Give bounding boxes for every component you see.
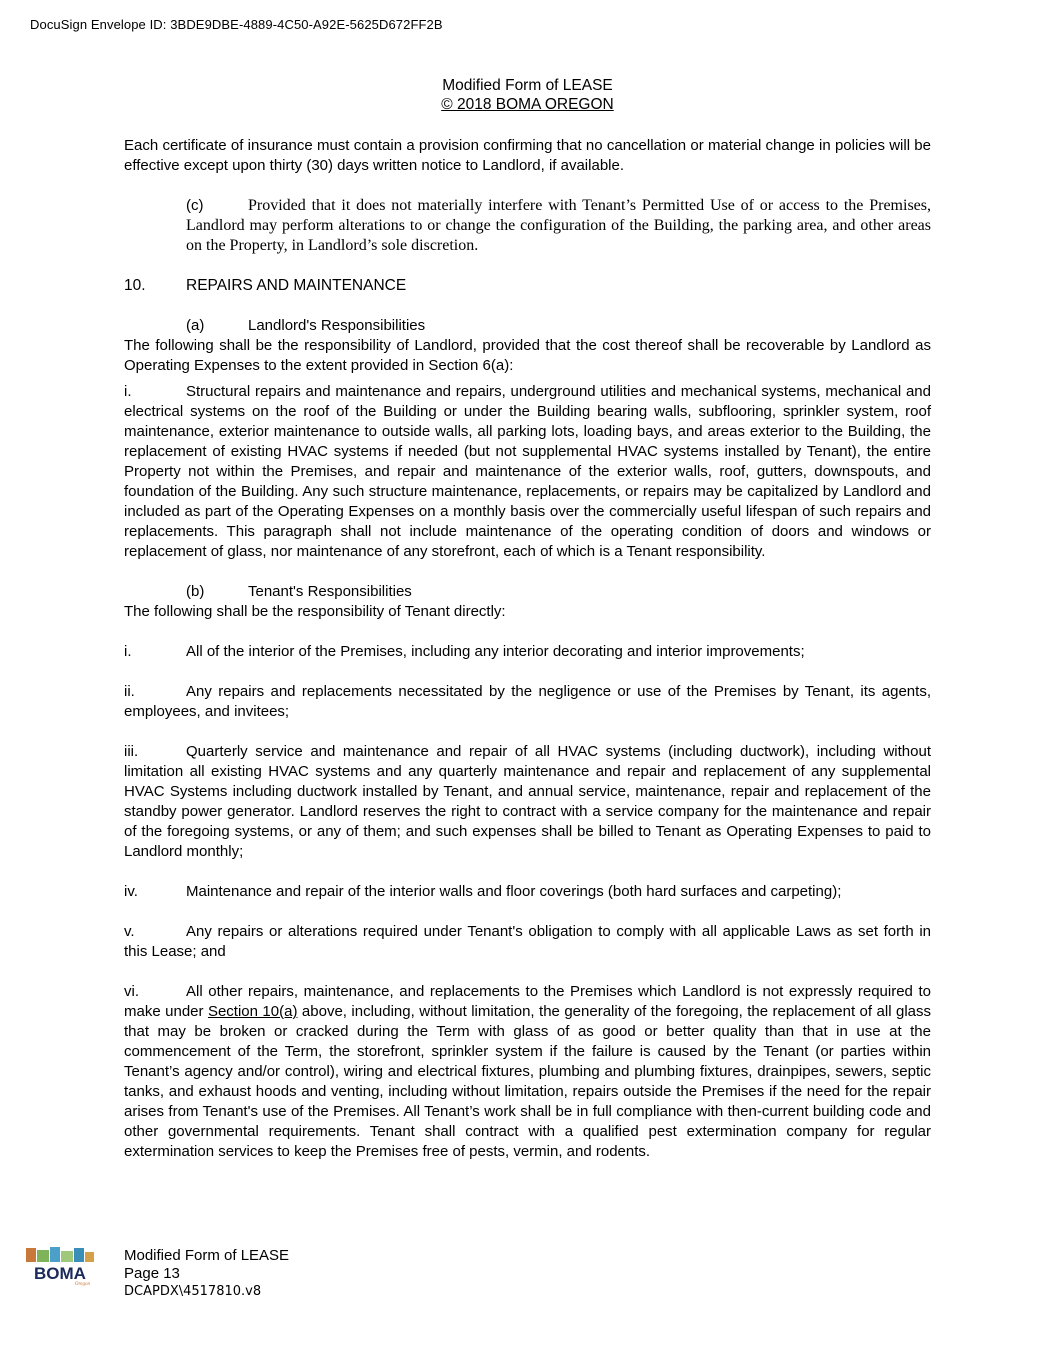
page-header — [0, 76, 1055, 114]
section-10a-reference: Section 10(a) — [207, 1003, 298, 1020]
tenant-item-ii — [124, 682, 931, 722]
tenant-item-vi-label: vi. — [124, 983, 139, 1000]
tenant-item-v-label: v. — [124, 923, 135, 940]
tenant-item-i-text: All of the interior of the Premises, including any interior decorating and interior improvements; — [186, 643, 805, 660]
landlord-item-i-text: Structural repairs and maintenance and repairs, underground utilities and mechanical systems, mechanical and electrical systems on the roof of the Building or under the Building bearing walls, subflooring, sprinkler system, roof maintenance, exterior maintenance to outside walls, all parking lots, loading bays, and areas exterior to the Building, the replacement of existing HVAC systems if needed (but not supplemental HVAC systems installed by Tenant), the entire Property not within the Premises, and repair and maintenance of the exterior walls, roof, gutters, downspouts, and foundation of the Building. Any such structure maintenance, replacements, or repairs may be capitalized by Landlord and included as part of the Operating Expenses on a monthly basis over the commercially useful lifespan of such repairs and replacements. This paragraph shall not include maintenance of the operating condition of doors and windows or replacement of glass, nor maintenance of any storefront, each of which is a Tenant responsibility. — [124, 383, 931, 560]
logo-text: BOMA — [34, 1264, 86, 1283]
paragraph-c-text: Provided that it does not materially interfere with Tenant’s Permitted Use of or access to the Premises, Landlord may perform alterations to or change the configuration of the Building, the parking area, and other areas on the Property, in Landlord’s sole discretion. — [186, 197, 931, 254]
section-number: 10. — [124, 277, 146, 294]
page-footer — [124, 1247, 289, 1301]
docusign-envelope-id: DocuSign Envelope ID: 3BDE9DBE-4889-4C50-A92E-5625D672FF2B — [30, 17, 443, 32]
logo-tile-lightgreen — [61, 1251, 73, 1262]
logo-tile-green — [37, 1250, 49, 1262]
subsection-b-title: Tenant's Responsibilities — [248, 583, 412, 600]
document-body — [124, 136, 931, 1162]
tenant-item-v-text: Any repairs or alterations required under Tenant's obligation to comply with all applicable Laws as set forth in this Lease; and — [124, 923, 931, 960]
tenant-item-ii-text: Any repairs and replacements necessitated by the negligence or use of the Premises by Tenant, its agents, employees, and invitees; — [124, 683, 931, 720]
logo-tile-orange — [26, 1248, 36, 1262]
tenant-item-ii-label: ii. — [124, 683, 135, 700]
paragraph-c-label: (c) — [186, 197, 204, 214]
landlord-item-i — [124, 382, 931, 562]
subsection-a-intro: The following shall be the responsibility of Landlord, provided that the cost thereof shall be recoverable by Landlord as Operating Expenses to the extent provided in Section 6(a): — [124, 337, 931, 374]
insurance-paragraph: Each certificate of insurance must contain a provision confirming that no cancellation or material change in policies will be effective except upon thirty (30) days written notice to Landlord, if available. — [124, 137, 931, 174]
paragraph-c — [124, 196, 931, 256]
footer-doc-id: DCAPDX\4517810.v8 — [124, 1284, 262, 1299]
tenant-item-iv — [124, 882, 931, 902]
header-copyright: © 2018 BOMA OREGON — [441, 96, 614, 113]
boma-logo-graphic — [24, 1246, 96, 1286]
logo-tile-blue — [50, 1247, 60, 1262]
subsection-b-heading — [124, 582, 931, 602]
section-10-heading — [124, 276, 931, 296]
tenant-item-iv-label: iv. — [124, 883, 138, 900]
tenant-item-iii-label: iii. — [124, 743, 139, 760]
logo-tile-darkblue — [74, 1248, 84, 1262]
footer-page-number: Page 13 — [124, 1265, 180, 1282]
subsection-b-label: (b) — [186, 583, 205, 600]
section-title: REPAIRS AND MAINTENANCE — [186, 277, 407, 294]
boma-logo — [24, 1246, 96, 1286]
subsection-a-label: (a) — [186, 317, 205, 334]
tenant-item-vi-text-1: All other repairs, maintenance, and replacements to the Premises which Landlord is not expressly required to make under — [124, 983, 931, 1020]
tenant-item-i-label: i. — [124, 643, 132, 660]
tenant-item-iii-text: Quarterly service and maintenance and repair of all HVAC systems (including ductwork), including without limitation all existing HVAC systems and any quarterly maintenance and repair and replacement of any supplemental HVAC Systems including ductwork installed by Tenant, and annual service, maintenance, repair and replacement of the standby power generator. Landlord reserves the right to contract with a service company for the maintenance and repair of the foregoing systems, or any of them; and such expenses shall be billed to Tenant as Operating Expenses to paid to Landlord monthly; — [124, 743, 931, 860]
footer-title: Modified Form of LEASE — [124, 1247, 290, 1264]
logo-subtext: Oregon — [74, 1282, 90, 1286]
tenant-item-i — [124, 642, 931, 662]
landlord-item-i-label: i. — [124, 383, 132, 400]
tenant-item-vi — [124, 982, 931, 1162]
tenant-item-iv-text: Maintenance and repair of the interior walls and floor coverings (both hard surfaces and carpeting); — [186, 883, 842, 900]
tenant-item-v — [124, 922, 931, 962]
tenant-item-vi-text-2: above, including, without limitation, the generality of the foregoing, the replacement of all glass that may be broken or cracked during the Term with glass of as good or better quality than that in use at the commencement of the Term, the storefront, sprinkler system if the failure is caused by the Tenant (or parties within Tenant’s agency and/or control), wiring and electrical fixtures, plumbing and plumbing fixtures, drainpipes, sewers, septic tanks, and exhaust hoods and venting, including without limitation, repairs outside the Premises if the need for the repair arises from Tenant's use of the Premises. All Tenant’s work shall be in full compliance with then-current building code and other governmental requirements. Tenant shall contract with a qualified pest extermination company for regular extermination services to keep the Premises free of pests, vermin, and rodents. — [124, 1003, 931, 1160]
subsection-a-heading — [124, 316, 931, 336]
logo-tile-gold — [85, 1252, 94, 1262]
subsection-a-title: Landlord's Responsibilities — [248, 317, 426, 334]
tenant-item-iii — [124, 742, 931, 862]
subsection-b-intro: The following shall be the responsibility of Tenant directly: — [124, 603, 506, 620]
header-title: Modified Form of LEASE — [442, 77, 613, 94]
